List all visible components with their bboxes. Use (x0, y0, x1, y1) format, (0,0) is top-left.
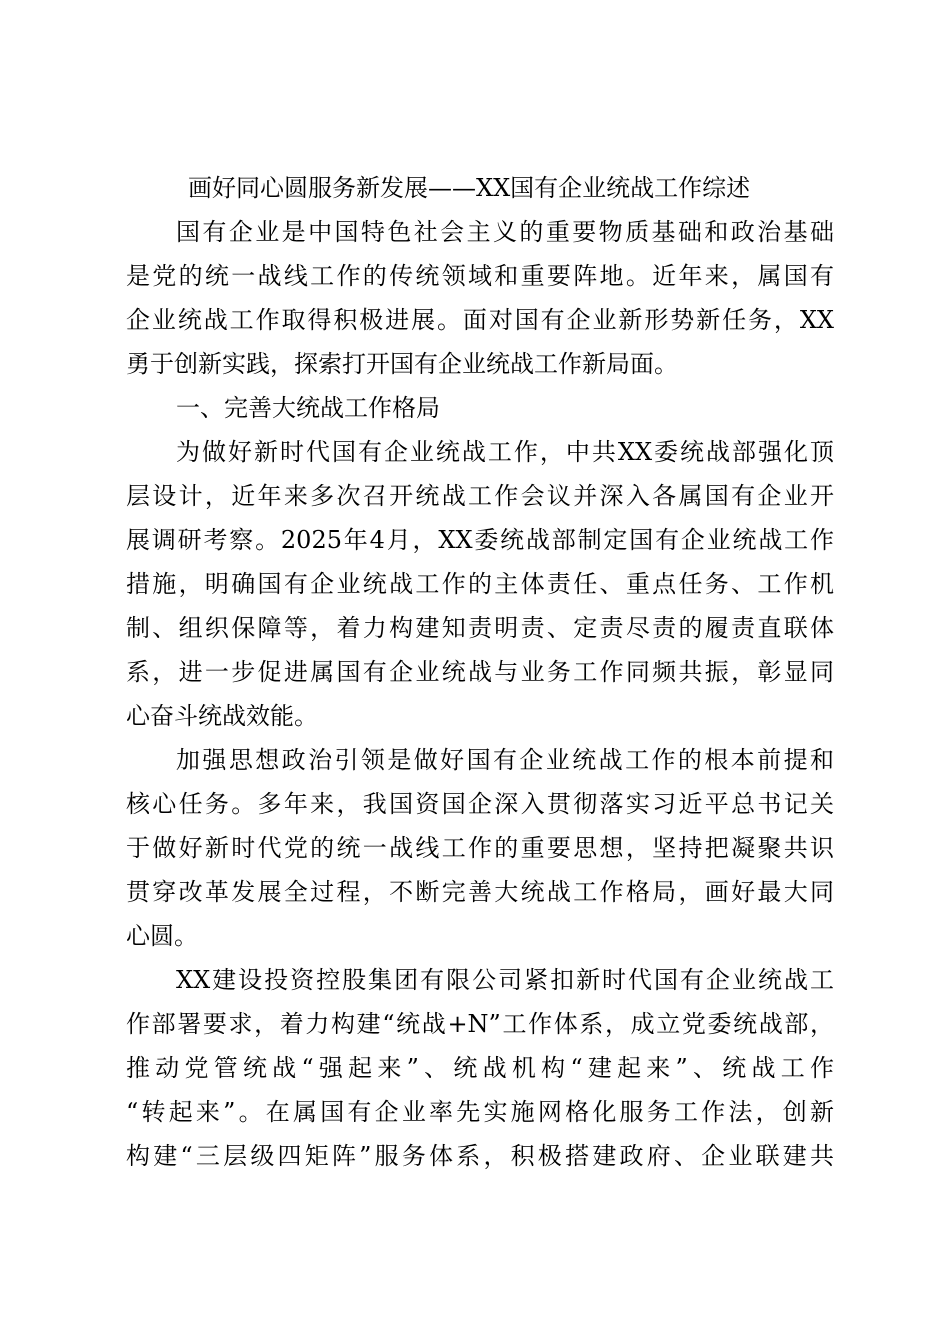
section-heading (126, 386, 834, 430)
paragraph-line: 心圆。 (126, 922, 198, 950)
paragraph-line: 为做好新时代国有企业统战工作，中共XX委统战部强化顶 (176, 438, 834, 466)
document-title: 画好同心圆服务新发展——XX国有企业统战工作综述 (188, 174, 751, 202)
paragraph-3 (126, 738, 834, 958)
document-page (126, 166, 834, 1178)
paragraph-line: “转起来”。在属国有企业率先实施网格化服务工作法，创新 (126, 1098, 834, 1126)
paragraph-line: 于做好新时代党的统一战线工作的重要思想，坚持把凝聚共识 (126, 834, 834, 862)
paragraph-line: 系，进一步促进属国有企业统战与业务工作同频共振，彰显同 (126, 658, 834, 686)
paragraph-line: 国有企业是中国特色社会主义的重要物质基础和政治基础 (176, 218, 834, 246)
paragraph-line: 核心任务。多年来，我国资国企深入贯彻落实习近平总书记关 (126, 790, 834, 818)
paragraph-line: 是党的统一战线工作的传统领域和重要阵地。近年来，属国有 (126, 262, 834, 290)
paragraph-line: XX建设投资控股集团有限公司紧扣新时代国有企业统战工 (176, 966, 834, 994)
paragraph-line: 贯穿改革发展全过程，不断完善大统战工作格局，画好最大同 (126, 878, 834, 906)
paragraph-line: 层设计，近年来多次召开统战工作会议并深入各属国有企业开 (126, 482, 834, 510)
paragraph-2 (126, 430, 834, 738)
paragraph-line: 构建“三层级四矩阵”服务体系，积极搭建政府、企业联建共 (126, 1142, 834, 1170)
paragraph-line: 制、组织保障等，着力构建知责明责、定责尽责的履责直联体 (126, 614, 834, 642)
paragraph-line: 措施，明确国有企业统战工作的主体责任、重点任务、工作机 (126, 570, 834, 598)
paragraph-line: 勇于创新实践，探索打开国有企业统战工作新局面。 (126, 350, 678, 378)
paragraph-line: 企业统战工作取得积极进展。面对国有企业新形势新任务，XX (126, 306, 834, 334)
paragraph-line: 展调研考察。2025年4月，XX委统战部制定国有企业统战工作 (126, 526, 834, 554)
section-heading-text: 一、完善大统战工作格局 (176, 394, 440, 422)
paragraph-line: 心奋斗统战效能。 (126, 702, 318, 730)
paragraph-line: 推动党管统战“强起来”、统战机构“建起来”、统战工作 (126, 1054, 834, 1082)
paragraph-line: 加强思想政治引领是做好国有企业统战工作的根本前提和 (176, 746, 834, 774)
paragraph-line: 作部署要求，着力构建“统战+N”工作体系，成立党委统战部， (126, 1010, 834, 1038)
paragraph-1 (126, 210, 834, 386)
paragraph-4 (126, 958, 834, 1178)
